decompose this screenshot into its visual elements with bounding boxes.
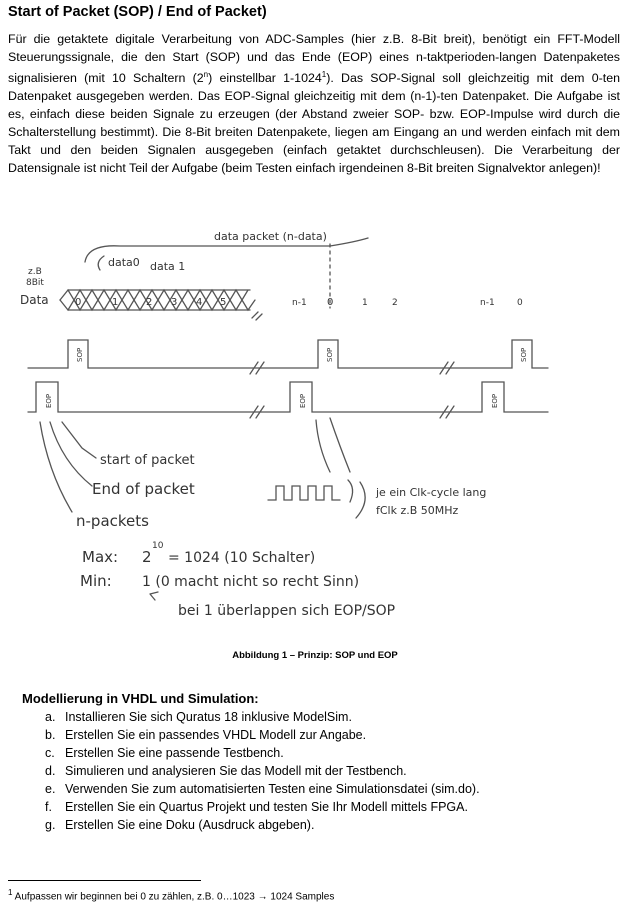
annotation-max-base: 2 <box>142 548 152 566</box>
footnote-mark: 1 <box>8 888 13 897</box>
sop-pulse-label-1: SOP <box>76 347 84 362</box>
data-cell-zero-mid: 0 <box>327 297 334 308</box>
intro-text-3: ). Das SOP-Signal soll gleichzeitig mit dem 0-ten Datenpaket ausgegeben werden. Das EOP-Signal gleichzeitig mit dem (n-1)-ten Datenpaket. Die Aufgabe ist es, einfach diese beiden Signale zu erzeugen (der Abstand zweier SOP- bzw. EOP-Impulse wird durch die Schalterstellung bestimmt). Die 8-Bit breiten Datenpakete, liegen am Eingang an und werden einfach mit dem Takt und den beiden Signalen ausgegeben (einfach getaktet durchschleusen). Die Verarbeitung der Datensignale ist nicht Teil der Aufgabe (beim Testen einfach irgendeinen 8-Bit breiten Signalvektor anlegen)! <box>8 71 620 176</box>
task-list <box>45 708 480 834</box>
annotation-min-label: Min: <box>80 572 112 590</box>
data-cell-n1-mid: n-1 <box>292 298 307 308</box>
list-item <box>45 798 480 816</box>
data-cell-one-mid: 1 <box>362 298 368 308</box>
task-text: Erstellen Sie eine Doku (Ausdruck abgeben). <box>65 818 315 832</box>
footnote <box>8 888 334 902</box>
list-item <box>45 816 480 834</box>
task-label: e. <box>45 782 56 796</box>
footnote-reference[interactable]: 1 <box>321 70 327 79</box>
list-item <box>45 780 480 798</box>
task-text: Erstellen Sie ein passendes VHDL Modell zur Angabe. <box>65 728 367 742</box>
eop-pulse-label-3: EOP <box>491 393 499 408</box>
task-label: g. <box>45 818 56 832</box>
annotation-n-packets: n-packets <box>76 512 149 530</box>
eop-pulse-label-2: EOP <box>299 393 307 408</box>
data-cell-1: 1 <box>112 297 119 308</box>
label-8bit: 8Bit <box>26 278 44 288</box>
intro-text-1: Für die getaktete digitale Verarbeitung von ADC-Samples (hier z.B. 8-Bit breit), benötigt ein FFT-Modell Steuerungssignale, die den Start (SOP) und das Ende (EOP) eines n-taktperioden-langen Datenpaketes signalisieren (mit 10 Schaltern (2 <box>8 32 620 86</box>
sop-pulse-label-3: SOP <box>520 347 528 362</box>
list-item <box>45 708 480 726</box>
task-text: Erstellen Sie eine passende Testbench. <box>65 746 284 760</box>
task-label: a. <box>45 710 56 724</box>
footnote-divider <box>8 880 201 881</box>
figure-caption: Abbildung 1 – Prinzip: SOP und EOP <box>232 650 398 661</box>
data-cell-4: 4 <box>196 297 203 308</box>
label-data1: data 1 <box>150 260 186 273</box>
footnote-text: Aufpassen wir beginnen bei 0 zu zählen, z.B. 0…1023 → 1024 Samples <box>12 891 335 903</box>
label-data: Data <box>20 293 49 307</box>
data-cell-3: 3 <box>171 297 178 308</box>
annotation-max-rest: = 1024 (10 Schalter) <box>168 550 316 566</box>
list-item <box>45 762 480 780</box>
annotation-min-rest: 1 (0 macht nicht so recht Sinn) <box>142 574 360 590</box>
task-text: Verwenden Sie zum automatisierten Testen eine Simulationsdatei (sim.do). <box>65 782 480 796</box>
task-label: d. <box>45 764 56 778</box>
annotation-overlap: bei 1 überlappen sich EOP/SOP <box>178 603 396 619</box>
task-label: f. <box>45 800 52 814</box>
annotation-max-exponent: 10 <box>152 541 164 551</box>
annotation-end-of-packet: End of packet <box>92 480 195 498</box>
document-title: Start of Packet (SOP) / End of Packet) <box>8 4 267 20</box>
task-text: Simulieren und analysieren Sie das Modell mit der Testbench. <box>65 764 407 778</box>
label-z8bit: z.B <box>28 267 42 277</box>
intro-text-2: ) einstellbar 1-1024 <box>208 71 322 86</box>
data-cell-2: 2 <box>146 297 153 308</box>
label-data-packet: data packet (n-data) <box>214 230 327 243</box>
data-cell-zero-right: 0 <box>517 298 523 308</box>
annotation-start-of-packet: start of packet <box>100 453 195 468</box>
task-text: Installieren Sie sich Quratus 18 inklusive ModelSim. <box>65 710 352 724</box>
sop-pulse-label-2: SOP <box>326 347 334 362</box>
intro-sup-n: n <box>203 70 209 79</box>
section-title: Modellierung in VHDL und Simulation: <box>22 691 259 706</box>
data-cell-n1-right: n-1 <box>480 298 495 308</box>
task-label: c. <box>45 746 55 760</box>
timing-diagram-sketch <box>0 222 630 632</box>
list-item <box>45 726 480 744</box>
data-cell-two-mid: 2 <box>392 298 398 308</box>
annotation-clk-line1: je ein Clk-cycle lang <box>376 486 487 499</box>
data-cell-0: 0 <box>75 297 82 308</box>
intro-paragraph <box>8 30 620 177</box>
task-label: b. <box>45 728 56 742</box>
label-data0: data0 <box>108 256 140 269</box>
list-item <box>45 744 480 762</box>
eop-pulse-label-1: EOP <box>45 393 53 408</box>
annotation-max-label: Max: <box>82 548 119 566</box>
data-cell-5: 5 <box>220 297 227 308</box>
annotation-clk-line2: fClk z.B 50MHz <box>376 504 459 517</box>
task-text: Erstellen Sie ein Quartus Projekt und testen Sie Ihr Modell mittels FPGA. <box>65 800 468 814</box>
